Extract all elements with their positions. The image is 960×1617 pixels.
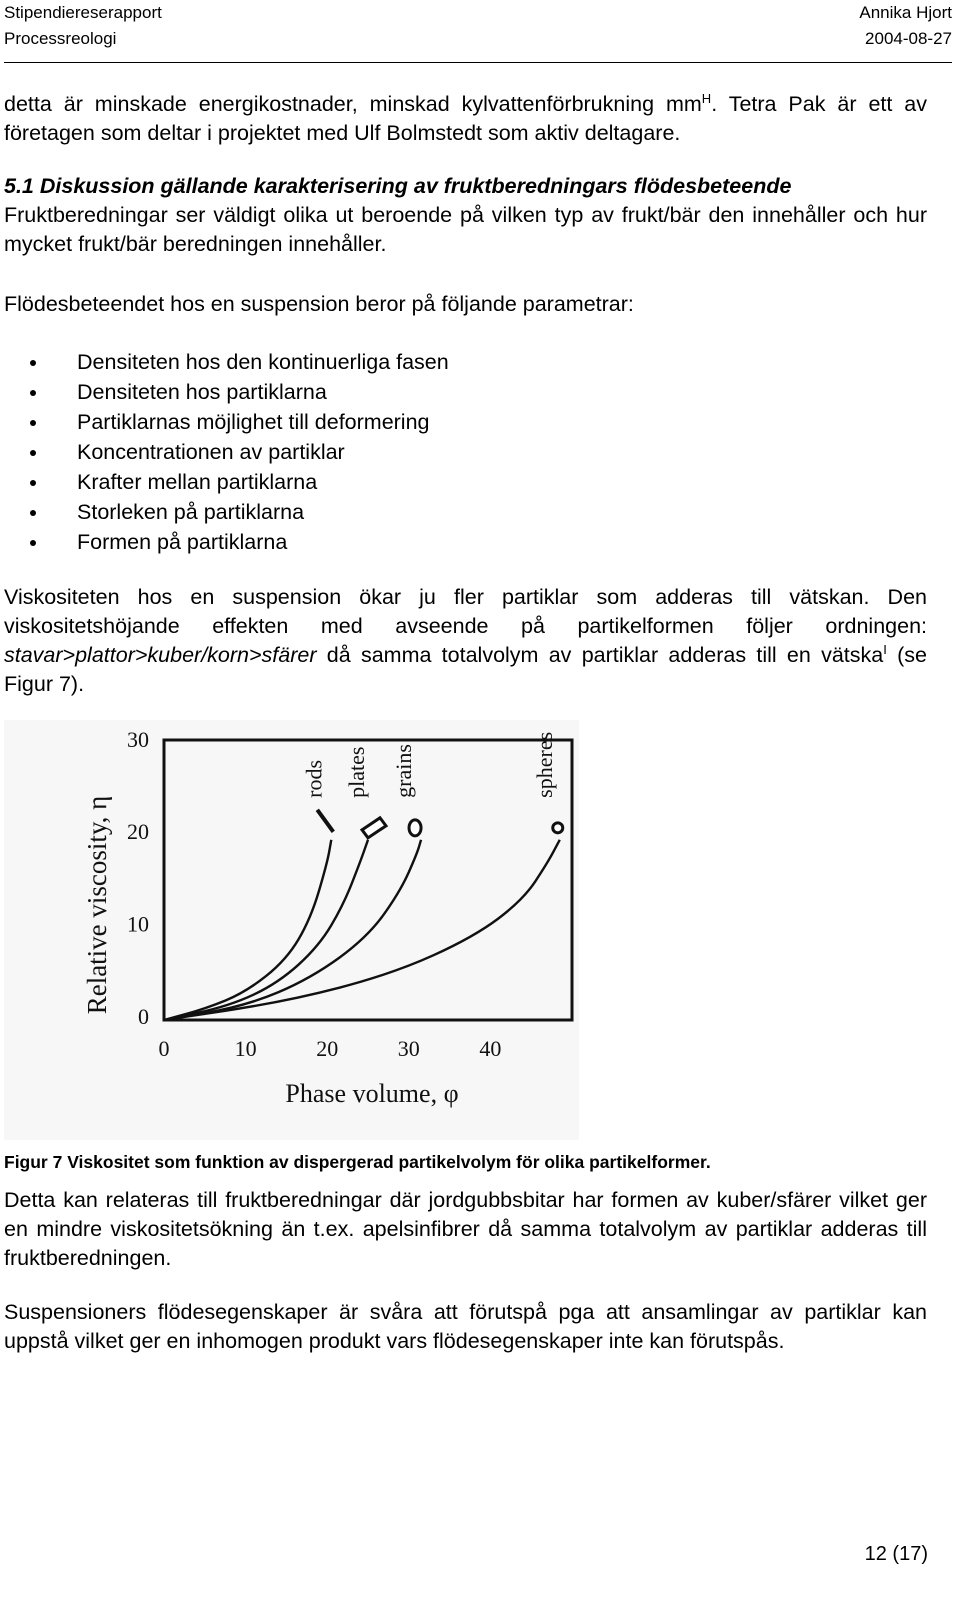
report-type: Stipendiereserapport bbox=[4, 3, 162, 22]
list-item: Storleken på partiklarna bbox=[4, 497, 927, 527]
bullet-icon bbox=[30, 540, 36, 546]
y-tick-label: 0 bbox=[138, 1004, 149, 1029]
intro-text-1: detta är minskade energikostnader, minskad kylvattenförbrukning mm bbox=[4, 92, 702, 116]
report-topic: Processreologi bbox=[4, 29, 117, 48]
bullet-icon bbox=[30, 390, 36, 396]
bullet-icon bbox=[30, 510, 36, 516]
x-tick-label: 20 bbox=[316, 1036, 339, 1061]
bullet-icon bbox=[30, 420, 36, 426]
grains-marker-icon bbox=[409, 820, 421, 836]
list-item: Densiteten hos den kontinuerliga fasen bbox=[4, 347, 927, 377]
figure-7-chart bbox=[4, 720, 579, 1140]
list-item: Densiteten hos partiklarna bbox=[4, 377, 927, 407]
paragraph-after-figure-2: Suspensioners flödesegenskaper är svåra att förutspå pga att ansamlingar av partiklar kan uppstå vilket ger en inhomogen produkt vars flödesegenskaper inte kan förutspås. bbox=[4, 1300, 927, 1353]
header-divider bbox=[4, 62, 952, 63]
x-tick-labels bbox=[159, 1036, 502, 1061]
section-paragraph-1: Fruktberedningar ser väldigt olika ut beroende på vilken typ av frukt/bär den innehåller och hur mycket frukt/bär beredningen innehåller. bbox=[4, 203, 927, 256]
parameters-intro bbox=[4, 290, 927, 319]
paragraph-after-figure-1: Detta kan relateras till fruktberedningar där jordgubbsbitar har formen av kuber/sfärer vilket ger en mindre viskositetsökning än t.ex. apelsinfibrer då samma totalvolym av partiklar adderas till fruktberedningen. bbox=[4, 1188, 927, 1270]
y-tick-label: 30 bbox=[127, 726, 149, 752]
chart-series bbox=[164, 732, 563, 1020]
bullet-icon bbox=[30, 450, 36, 456]
parameter-list bbox=[4, 347, 927, 557]
header-left bbox=[4, 0, 162, 52]
series-line-rods bbox=[164, 840, 331, 1020]
shape-order: stavar>plattor>kuber/korn>sfärer bbox=[4, 643, 317, 667]
series-label-rods: rods bbox=[301, 759, 327, 798]
x-tick-label: 30 bbox=[397, 1036, 420, 1061]
header-right bbox=[859, 0, 952, 52]
figure-caption: Figur 7 Viskositet som funktion av dispergerad partikelvolym för olika partikelformer. bbox=[4, 1152, 711, 1172]
section-5-1 bbox=[4, 172, 927, 259]
series-line-spheres bbox=[164, 840, 560, 1020]
viscosity-text-1: Viskositeten hos en suspension ökar ju fler partiklar som adderas till vätskan. Den viskositetshöjande effekten med avseende på partikelformen följer ordningen: bbox=[4, 585, 927, 638]
viscosity-reference: I bbox=[883, 642, 887, 657]
intro-paragraph bbox=[4, 90, 927, 148]
x-tick-label: 40 bbox=[479, 1036, 502, 1061]
plates-marker-icon bbox=[362, 818, 386, 838]
y-tick-label: 20 bbox=[127, 819, 149, 845]
viscosity-text-3: (se Figur 7). bbox=[4, 643, 927, 696]
author-name: Annika Hjort bbox=[859, 3, 952, 22]
list-item: Krafter mellan partiklarna bbox=[4, 467, 927, 497]
list-item: Formen på partiklarna bbox=[4, 527, 927, 557]
bullet-icon bbox=[30, 480, 36, 486]
series-label-spheres: spheres bbox=[531, 731, 557, 798]
intro-reference: H bbox=[701, 91, 712, 106]
x-tick-label: 10 bbox=[234, 1036, 257, 1061]
series-label-grains: grains bbox=[391, 744, 417, 798]
viscosity-text-2: då samma totalvolym av partiklar adderas till en vätska bbox=[316, 643, 884, 667]
report-date: 2004-08-27 bbox=[865, 29, 952, 48]
viscosity-paragraph bbox=[4, 583, 927, 699]
page-number: 12 (17) bbox=[864, 1543, 928, 1565]
bullet-icon bbox=[30, 360, 36, 366]
section-heading: 5.1 Diskussion gällande karakterisering av fruktberedningars flödesbeteende bbox=[4, 174, 792, 198]
intro-text-2: . Tetra Pak är ett av företagen som deltar i projektet med Ulf Bolmstedt som aktiv deltagare. bbox=[4, 92, 927, 145]
page-header bbox=[4, 0, 952, 64]
series-line-plates bbox=[164, 840, 368, 1020]
y-tick-label: 10 bbox=[127, 911, 149, 937]
spheres-marker-icon bbox=[553, 823, 563, 833]
rods-marker-icon bbox=[317, 810, 333, 832]
list-item: Koncentrationen av partiklar bbox=[4, 437, 927, 467]
series-line-grains bbox=[164, 840, 421, 1020]
list-item: Partiklarnas möjlighet till deformering bbox=[4, 407, 927, 437]
x-tick-label: 0 bbox=[158, 1036, 170, 1061]
viscosity-chart bbox=[4, 720, 579, 1140]
y-tick-labels bbox=[127, 727, 149, 1029]
x-axis-label: Phase volume, φ bbox=[285, 1079, 459, 1108]
series-label-plates: plates bbox=[344, 746, 369, 798]
section-paragraph-2: Flödesbeteendet hos en suspension beror på följande parametrar: bbox=[4, 292, 634, 316]
y-axis-label: Relative viscosity, η bbox=[82, 795, 112, 1015]
